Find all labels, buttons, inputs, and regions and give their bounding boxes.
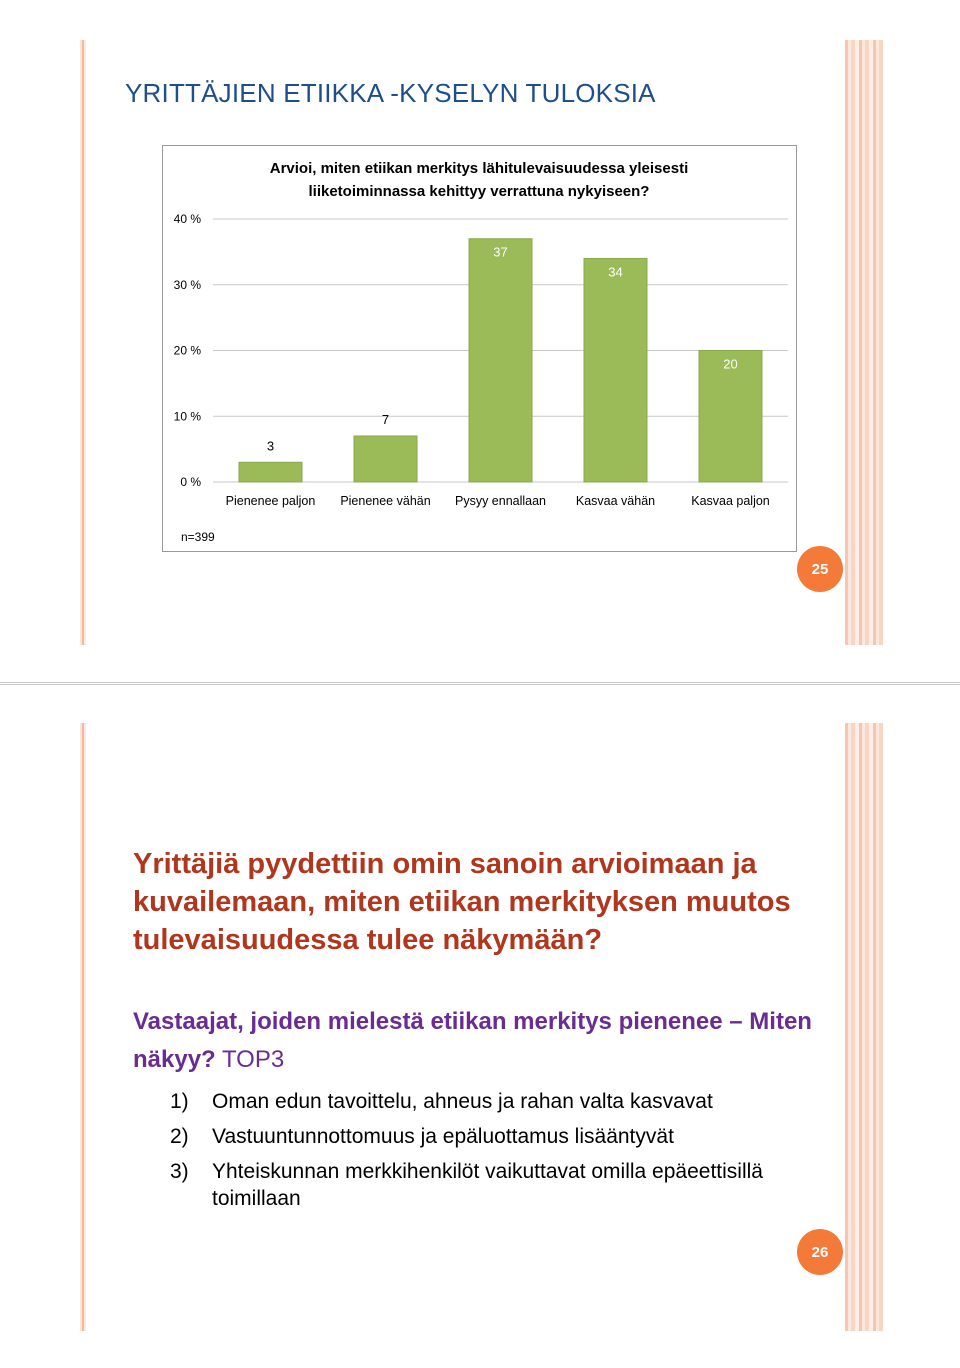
list-item-number: 3)	[170, 1160, 189, 1183]
bar	[469, 239, 532, 482]
list-item	[170, 1158, 810, 1212]
data-label: 34	[608, 264, 623, 280]
x-tick-label: Pysyy ennallaan	[454, 494, 547, 508]
data-label: 20	[723, 356, 738, 372]
decorative-stripe-left	[80, 40, 86, 645]
x-tick-label: Pienenee paljon	[225, 494, 316, 508]
y-tick-label: 20 %	[173, 343, 201, 358]
chart-title-line1: Arvioi, miten etiikan merkitys lähitulevaisuudessa yleisesti	[269, 160, 689, 177]
x-tick-label: Kasvaa paljon	[691, 494, 770, 508]
data-label: 3	[266, 438, 275, 454]
list-item-text: Vastuuntunnottomuus ja epäluottamus lisääntyvät	[212, 1125, 674, 1148]
data-label: 7	[381, 411, 390, 427]
chart-canvas	[163, 146, 796, 551]
page-number-badge: 26	[797, 1229, 843, 1275]
sample-size-note: n=399	[181, 530, 215, 544]
list-item-number: 2)	[170, 1125, 189, 1148]
x-tick-label: Pienenee vähän	[340, 494, 431, 508]
slide-25	[0, 0, 960, 683]
y-tick-label: 30 %	[173, 277, 201, 292]
slide-title: YRITTÄJIEN ETIIKKA -KYSELYN TULOKSIA	[125, 78, 656, 108]
bar	[584, 258, 647, 482]
subheading-bold: Vastaajat, joiden mielestä etiikan merkitys pienenee – Miten näkyy?	[133, 1008, 812, 1073]
top3-list	[170, 1088, 810, 1220]
decorative-stripe-left	[80, 723, 86, 1331]
bar-chart	[162, 145, 797, 552]
chart-title-line2: liiketoiminnassa kehittyy verrattuna nykyiseen?	[308, 183, 650, 200]
bar	[354, 436, 417, 482]
y-tick-label: 10 %	[173, 409, 201, 424]
list-item-text: Oman edun tavoittelu, ahneus ja rahan valta kasvavat	[212, 1090, 713, 1113]
x-tick-label: Kasvaa vähän	[575, 494, 656, 508]
bar	[239, 462, 302, 482]
data-label: 37	[493, 244, 508, 260]
list-item	[170, 1088, 810, 1115]
list-item-text: Yhteiskunnan merkkihenkilöt vaikuttavat omilla epäeettisillä toimillaan	[212, 1160, 763, 1210]
slide-heading: Yrittäjiä pyydettiin omin sanoin arvioimaan ja kuvailemaan, miten etiikan merkityksen muutos tulevaisuudessa tulee näkymään?	[133, 848, 791, 956]
subheading-top3: TOP3	[215, 1046, 285, 1073]
slide-subheading	[133, 1003, 833, 1079]
list-item	[170, 1123, 810, 1150]
list-item-number: 1)	[170, 1090, 189, 1113]
decorative-stripe-right	[845, 40, 883, 645]
page-number-badge: 25	[797, 546, 843, 592]
y-tick-label: 40 %	[173, 212, 201, 226]
decorative-stripe-right	[845, 723, 883, 1331]
y-tick-label: 0 %	[180, 475, 201, 489]
